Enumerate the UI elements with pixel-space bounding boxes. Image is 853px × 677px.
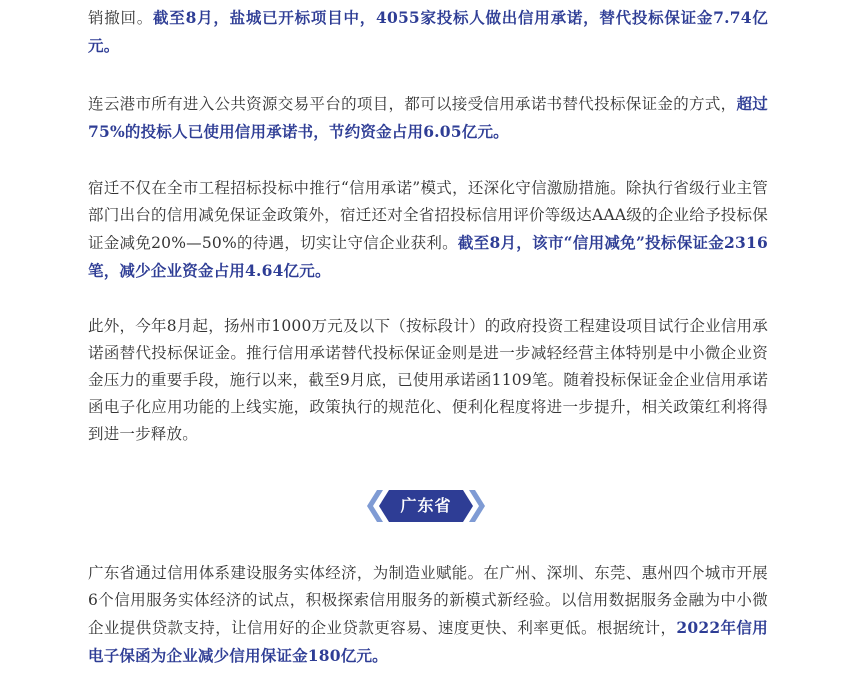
paragraph-text: 宿迁不仅在全市工程招标投标中推行“信用承诺”模式，还深化守信激励措施。除执行省级行业主管部门出台的信用减免保证金政策外，宿迁还对全省招投标信用评价等级达AAA级的企业给予投标保证金减免20%—50%的待遇，切实让守信企业获利。 [88,179,768,252]
paragraph-text: 连云港市所有进入公共资源交易平台的项目，都可以接受信用承诺书替代投标保证金的方式， [88,95,737,113]
paragraph-yangzhou [88,313,768,448]
paragraph-lianyungang [88,90,768,146]
highlight-text: 超过75%的投标人已使用信用承诺书，节约资金占用6.05亿元。 [88,94,769,141]
paragraph-text: 销撤回。 [88,9,154,27]
highlight-text: 截至8月，盐城已开标项目中，4055家投标人做出信用承诺，替代投标保证金7.74亿元。 [88,8,768,55]
section-banner-guangdong [367,487,485,525]
highlight-text: 截至8月，该市“信用减免”投标保证金2316笔，减少企业资金占用4.64亿元。 [88,233,768,280]
paragraph-text: 广东省通过信用体系建设服务实体经济，为制造业赋能。在广州、深圳、东莞、惠州四个城市开展6个信用服务实体经济的试点，积极探索信用服务的新模式新经验。以信用数据服务金融为中小微企业提供贷款支持，让信用好的企业贷款更容易、速度更快、利率更低。根据统计， [88,564,768,637]
paragraph-yancheng [88,4,768,60]
highlight-text: 2022年信用电子保函为企业减少信用保证金180亿元。 [88,618,769,665]
section-title: 广东省 [400,496,452,515]
paragraph-guangdong [88,560,768,670]
paragraph-suqian [88,175,768,285]
paragraph-text: 此外，今年8月起，扬州市1000万元及以下（按标段计）的政府投资工程建设项目试行企业信用承诺函替代投标保证金。推行信用承诺替代投标保证金则是进一步减轻经营主体特别是中小微企业资金压力的重要手段，施行以来，截至9月底，已使用承诺函1109笔。随着投标保证金企业信用承诺函电子化应用功能的上线实施，政策执行的规范化、便利化程度将进一步提升，相关政策红利将得到进一步释放。 [88,317,768,443]
